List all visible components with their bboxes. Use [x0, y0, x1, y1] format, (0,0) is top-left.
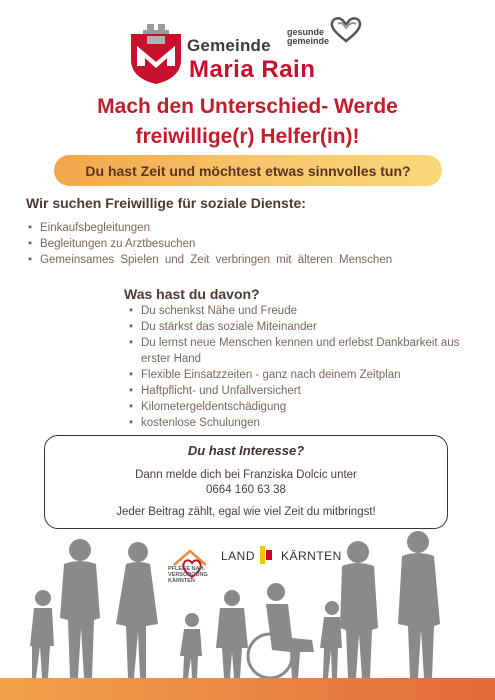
- kaernten-label: KÄRNTEN: [281, 549, 342, 563]
- contact-phone: 0664 160 63 38: [206, 484, 286, 496]
- gesunde-gemeinde-label: [287, 28, 329, 46]
- list-item: • Flexible Einsatzzeiten - ganz nach deinem Zeitplan: [127, 367, 482, 383]
- gemeinde-label: Gemeinde: [187, 36, 271, 55]
- headline-line-2: freiwillige(r) Helfer(in)!: [135, 125, 360, 148]
- list-item: • Haftpflicht- und Unfallversichert: [127, 383, 482, 399]
- section-heading-volunteers: Wir suchen Freiwillige für soziale Dienste:: [26, 195, 306, 211]
- headline-line-1: Mach den Unterschied- Werde: [97, 95, 398, 118]
- list-item: • Einkaufsbegleitungen: [26, 220, 396, 236]
- pflege-logo-text: [168, 566, 218, 584]
- contact-text: Dann melde dich bei Franziska Dolcic unter: [135, 469, 357, 481]
- land-label: LAND: [221, 549, 256, 563]
- gesunde-text: gesunde: [287, 27, 325, 37]
- list-item: • kostenlose Schulungen: [127, 415, 482, 431]
- municipality-logo: [125, 14, 370, 84]
- list-item: • Gemeinsames Spielen und Zeit verbringen mit älteren Menschen: [26, 252, 396, 268]
- pflege-logo-icon: [170, 534, 214, 594]
- versorgung-word: VERSORGUNG: [168, 572, 208, 578]
- gemeinde-small-text: gemeinde: [287, 36, 330, 46]
- coat-of-arms-icon: [129, 24, 183, 84]
- list-item: • Du lernst neue Menschen kennen und erlebst Dankbarkeit aus erster Hand: [127, 335, 482, 367]
- contact-box: [44, 435, 448, 529]
- contact-heading: Du hast Interesse?: [187, 443, 305, 458]
- land-kaernten-mark-icon: [260, 546, 272, 564]
- section-heading-benefits: Was hast du davon?: [124, 286, 260, 302]
- place-name: Maria Rain: [189, 56, 316, 83]
- question-banner: Du hast Zeit und möchtest etwas sinnvolles tun?: [54, 155, 442, 186]
- list-item: • Du stärkst das soziale Miteinander: [127, 319, 482, 335]
- kaernten-small-word: KÄRNTEN: [168, 578, 195, 584]
- list-item: • Begleitungen zu Arztbesuchen: [26, 236, 396, 252]
- footer-color-bar: [0, 678, 495, 700]
- volunteer-task-list: [26, 220, 396, 268]
- pflege-word: PFLEGE: [168, 566, 191, 572]
- list-item: • Kilometergeldentschädigung: [127, 399, 482, 415]
- nah-word: NAH.: [191, 566, 205, 572]
- contact-closing: Jeder Beitrag zählt, egal wie viel Zeit du mitbringst!: [116, 506, 376, 518]
- heart-icon: [330, 17, 362, 43]
- benefits-list: [127, 303, 482, 431]
- list-item: • Du schenkst Nähe und Freude: [127, 303, 482, 319]
